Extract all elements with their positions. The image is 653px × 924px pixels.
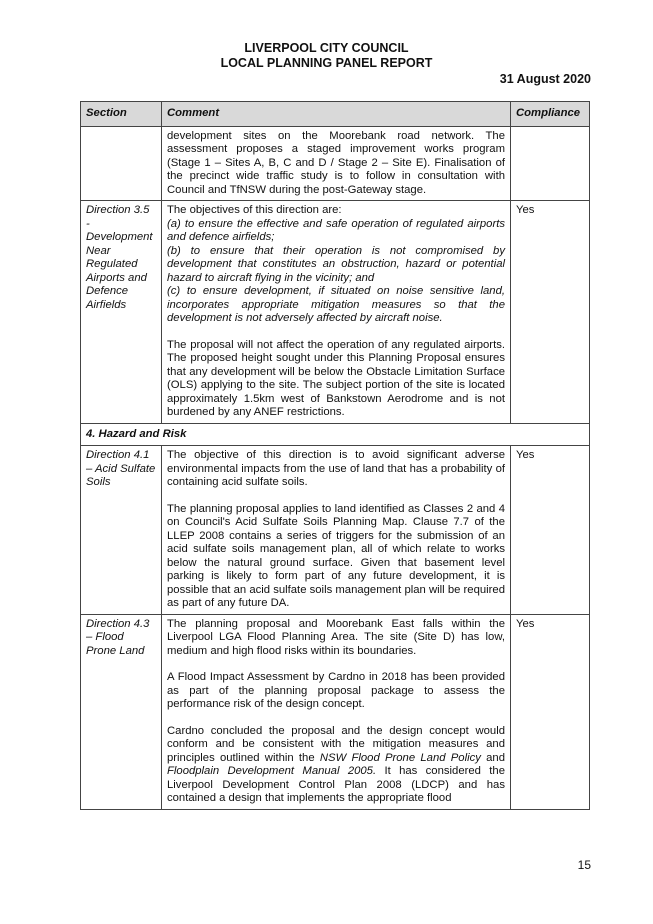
table-row (81, 201, 590, 424)
comment-cell (162, 201, 511, 424)
comment-paragraph: development sites on the Moorebank road network. The assessment proposes a staged improvement works program (Stage 1 – Sites A, B, C and D / Stage 2 – Site E). Finalisation of the precinct wide traffic study is to follow in consultation with Council and TfNSW during the post-Gateway stage. (167, 129, 505, 196)
table-row (81, 614, 590, 809)
report-date: 31 August 2020 (499, 72, 591, 86)
section-cell: Direction 4.3 – Flood Prone Land (81, 614, 162, 809)
compliance-cell: Yes (511, 446, 590, 615)
column-header-compliance: Compliance (511, 102, 590, 127)
policy-title: NSW Flood Prone Land Policy (319, 751, 481, 764)
text-run: Cardno concluded the proposal and the design concept would conform and be consistent with the mitigation measures and principles outlined within the (167, 724, 505, 764)
text-run: It has considered the Liverpool Development Control Plan 2008 (LDCP) and has contained a design that implements the appropriate flood (167, 765, 505, 804)
table-header-row (81, 102, 590, 127)
objectives-intro: The objectives of this direction are: (167, 204, 342, 216)
comment-cell (162, 126, 511, 201)
section-cell: Direction 3.5 - Development Near Regulated Airports and Defence Airfields (81, 201, 162, 424)
section-cell (81, 126, 162, 201)
table-row (81, 446, 590, 615)
section-cell: Direction 4.1 – Acid Sulfate Soils (81, 446, 162, 615)
objective-b: (b) to ensure that their operation is not compromised by development that constitutes an obstruction, hazard or potential hazard to aircraft flying in the vicinity; and (167, 244, 505, 284)
manual-title: Floodplain Development Manual 2005. (167, 765, 377, 777)
comment-paragraph: The planning proposal and Moorebank East falls within the Liverpool LGA Flood Planning Area. The site (Site D) has low, medium and high flood risks within its boundaries. (167, 617, 505, 657)
comment-paragraph: The proposal will not affect the operation of any regulated airports. The proposed height sought under this Planning Proposal ensures that any development will be below the Obstacle Limitation Surface (OLS) applying to the site. The subject portion of the site is located approximately 1.5km west of Bankstown Aerodrome and is not burdened by any ANEF restrictions. (167, 338, 505, 418)
comment-paragraph: A Flood Impact Assessment by Cardno in 2018 has been provided as part of the planning proposal package to assess the performance risk of the design concept. (167, 671, 505, 710)
column-header-section: Section (81, 102, 162, 127)
compliance-table (80, 101, 590, 810)
compliance-cell: Yes (511, 614, 590, 809)
comment-paragraph: The objective of this direction is to avoid significant adverse environmental impacts from the use of land that has a probability of containing acid sulfate soils. (167, 449, 505, 488)
comment-cell (162, 614, 511, 809)
page-number: 15 (577, 858, 591, 872)
council-title: LIVERPOOL CITY COUNCIL (244, 41, 409, 55)
comment-paragraph (167, 725, 505, 806)
objective-c: (c) to ensure development, if situated on noise sensitive land, incorporates appropriate mitigation measures so that the development is not adversely affected by aircraft noise. (167, 285, 505, 324)
objective-a: (a) to ensure the effective and safe operation of regulated airports and defence airfields; (167, 217, 505, 243)
column-header-comment: Comment (162, 102, 511, 127)
compliance-cell (511, 126, 590, 201)
comment-paragraph: The planning proposal applies to land identified as Classes 2 and 4 on Council's Acid Sulfate Soils Planning Map. Clause 7.7 of the LLEP 2008 contains a series of triggers for the submission of an acid sulfate soils management plan, all of which relate to works below the natural ground surface. Given that basement level parking is likely to form part of any future development, it is possible that an acid sulfate soils management plan will be required as part of any future DA. (167, 502, 505, 609)
comment-cell (162, 446, 511, 615)
table-subheading-row (81, 423, 590, 446)
subheading-hazard-risk: 4. Hazard and Risk (81, 423, 590, 446)
compliance-cell: Yes (511, 201, 590, 424)
table-row (81, 126, 590, 201)
report-title: LOCAL PLANNING PANEL REPORT (220, 56, 433, 70)
text-run: and (480, 751, 505, 764)
